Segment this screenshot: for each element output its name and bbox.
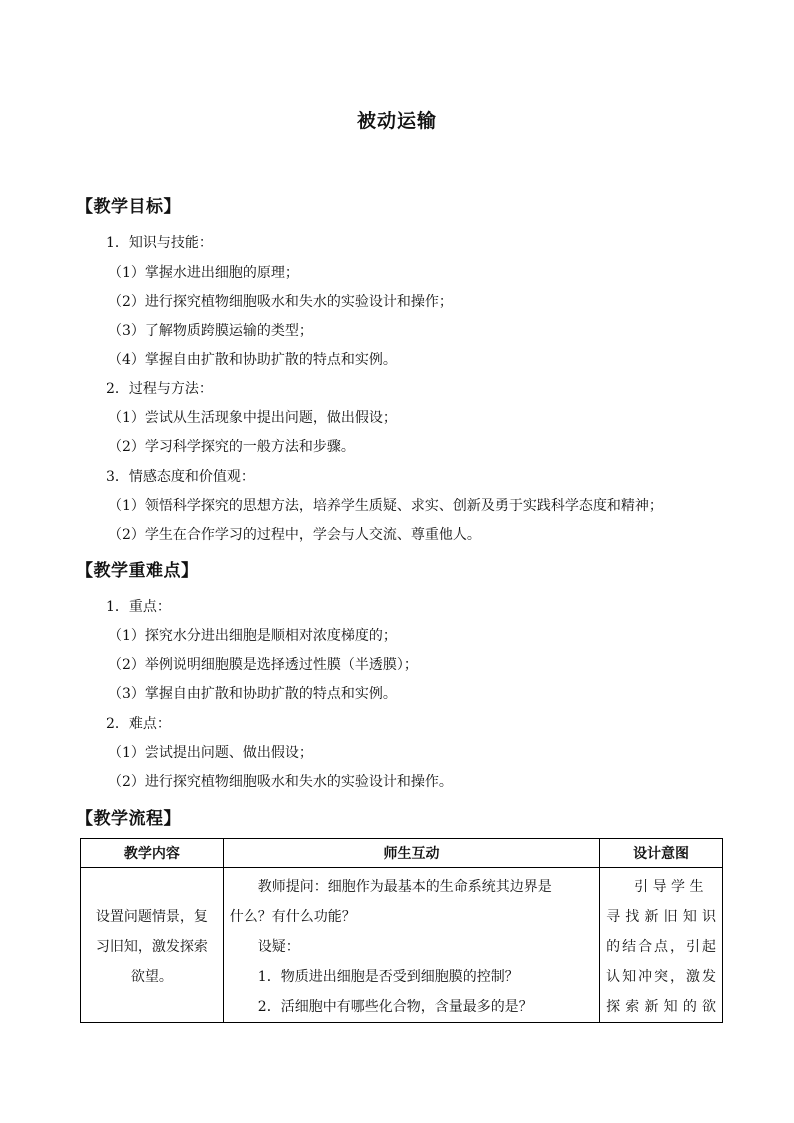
objectives-line: （1）领悟科学探究的思想方法，培养学生质疑、求实、创新及勇于实践科学态度和精神；: [108, 498, 663, 514]
objectives-line: （2）进行探究植物细胞吸水和失水的实验设计和操作；: [108, 294, 453, 310]
cell-line: 寻找新旧知识: [606, 909, 716, 925]
objectives-line: （2）学习科学探究的一般方法和步骤。: [108, 439, 355, 455]
cell-line: 1．物质进出细胞是否受到细胞膜的控制？: [257, 969, 519, 985]
keypoints-line: （2）进行探究植物细胞吸水和失水的实验设计和操作。: [108, 774, 453, 790]
cell-line: 认知冲突，激发: [606, 969, 716, 985]
objectives-line: 3．情感态度和价值观：: [106, 469, 255, 485]
flow-heading: 【教学流程】: [76, 809, 181, 829]
cell-line: 的结合点，引起: [606, 939, 716, 955]
cell-line: 欲望。: [130, 969, 173, 985]
objectives-line: （2）学生在合作学习的过程中，学会与人交流、尊重他人。: [108, 527, 481, 543]
table-row: [81, 868, 723, 1023]
header-interaction: 师生互动: [223, 839, 599, 868]
header-intent: 设计意图: [600, 839, 723, 868]
cell-line: 探索新知的欲: [606, 999, 716, 1015]
objectives-line: （4）掌握自由扩散和协助扩散的特点和实例。: [108, 352, 397, 368]
keypoints-line: （1）尝试提出问题、做出假设；: [108, 745, 313, 761]
cell-line: 什么？有什么功能？: [229, 909, 356, 925]
cell-content: [81, 868, 224, 1023]
cell-line: 习旧知，激发探索: [95, 939, 208, 955]
objectives-line: （1）掌握水进出细胞的原理；: [108, 265, 299, 281]
keypoints-heading: 【教学重难点】: [76, 561, 199, 581]
keypoints-line: 1．重点：: [106, 599, 171, 615]
keypoints-line: （2）举例说明细胞膜是选择透过性膜（半透膜）；: [108, 657, 418, 673]
objectives-line: （1）尝试从生活现象中提出问题，做出假设；: [108, 410, 397, 426]
keypoints-line: （3）掌握自由扩散和协助扩散的特点和实例。: [108, 686, 397, 702]
cell-line: 设疑：: [257, 939, 300, 955]
objectives-line: （3）了解物质跨膜运输的类型；: [108, 323, 313, 339]
keypoints-line: 2．难点：: [106, 716, 171, 732]
objectives-heading: 【教学目标】: [76, 197, 181, 217]
objectives-line: 2．过程与方法：: [106, 381, 213, 397]
objectives-line: 1．知识与技能：: [106, 235, 213, 251]
page-title: 被动运输: [356, 110, 437, 132]
cell-line: 教师提问：细胞作为最基本的生命系统其边界是: [257, 879, 552, 895]
cell-line: 2．活细胞中有哪些化合物，含量最多的是？: [257, 999, 533, 1015]
cell-line: 引 导 学 生: [634, 879, 704, 895]
keypoints-line: （1）探究水分进出细胞是顺相对浓度梯度的；: [108, 628, 397, 644]
flow-table-header-row: [81, 839, 723, 868]
cell-line: 设置问题情景，复: [95, 909, 208, 925]
cell-intent: [600, 868, 723, 1023]
header-content: 教学内容: [81, 839, 224, 868]
flow-table: [80, 838, 723, 1023]
cell-interaction: [223, 868, 599, 1023]
